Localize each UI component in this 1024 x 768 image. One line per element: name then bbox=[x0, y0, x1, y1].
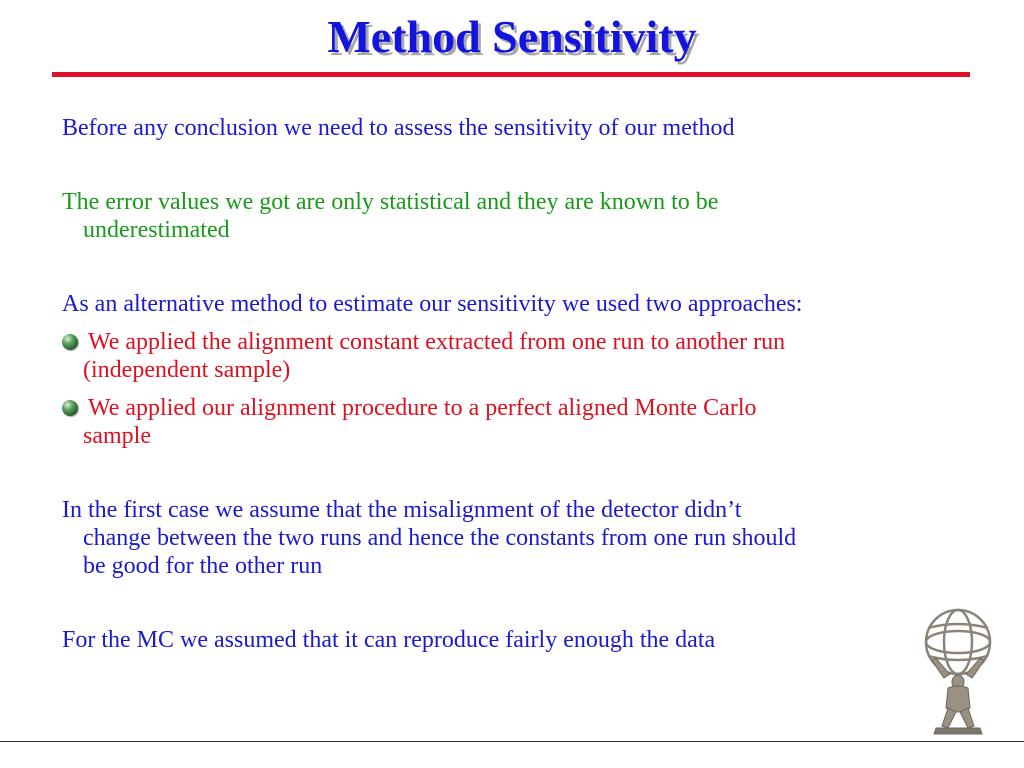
paragraph-errors-line2: underestimated bbox=[83, 217, 230, 243]
paragraph-first-case-line2: change between the two runs and hence the constants from one run should bbox=[83, 525, 797, 551]
green-sphere-bullet-icon bbox=[62, 334, 78, 350]
green-sphere-bullet-icon bbox=[62, 400, 78, 416]
paragraph-intro-text: Before any conclusion we need to assess the sensitivity of our method bbox=[62, 115, 735, 141]
title-underline bbox=[52, 72, 970, 77]
bullet-item-line2: sample bbox=[83, 423, 151, 449]
paragraph-first-case bbox=[62, 496, 962, 580]
paragraph-first-case-line1: In the first case we assume that the misalignment of the detector didn’t bbox=[62, 497, 742, 523]
bullet-item-line1: We applied the alignment constant extracted from one run to another run bbox=[88, 329, 786, 355]
bullet-item-line2: (independent sample) bbox=[83, 357, 291, 383]
footer-divider bbox=[0, 741, 1024, 742]
atlas-logo-icon bbox=[918, 600, 998, 735]
paragraph-mc-text: For the MC we assumed that it can reproduce fairly enough the data bbox=[62, 627, 716, 653]
paragraph-intro bbox=[62, 114, 962, 142]
bullet-item-line1: We applied our alignment procedure to a perfect aligned Monte Carlo bbox=[88, 395, 757, 421]
slide-title: Method Sensitivity bbox=[327, 11, 697, 62]
bullet-item-independent-sample bbox=[62, 328, 962, 384]
paragraph-mc bbox=[62, 626, 962, 654]
paragraph-first-case-line3: be good for the other run bbox=[83, 553, 323, 579]
paragraph-errors bbox=[62, 188, 962, 244]
paragraph-errors-line1: The error values we got are only statistical and they are known to be bbox=[62, 189, 719, 215]
paragraph-approaches bbox=[62, 290, 962, 318]
paragraph-approaches-text: As an alternative method to estimate our sensitivity we used two approaches: bbox=[62, 291, 803, 317]
bullet-item-monte-carlo bbox=[62, 394, 962, 450]
